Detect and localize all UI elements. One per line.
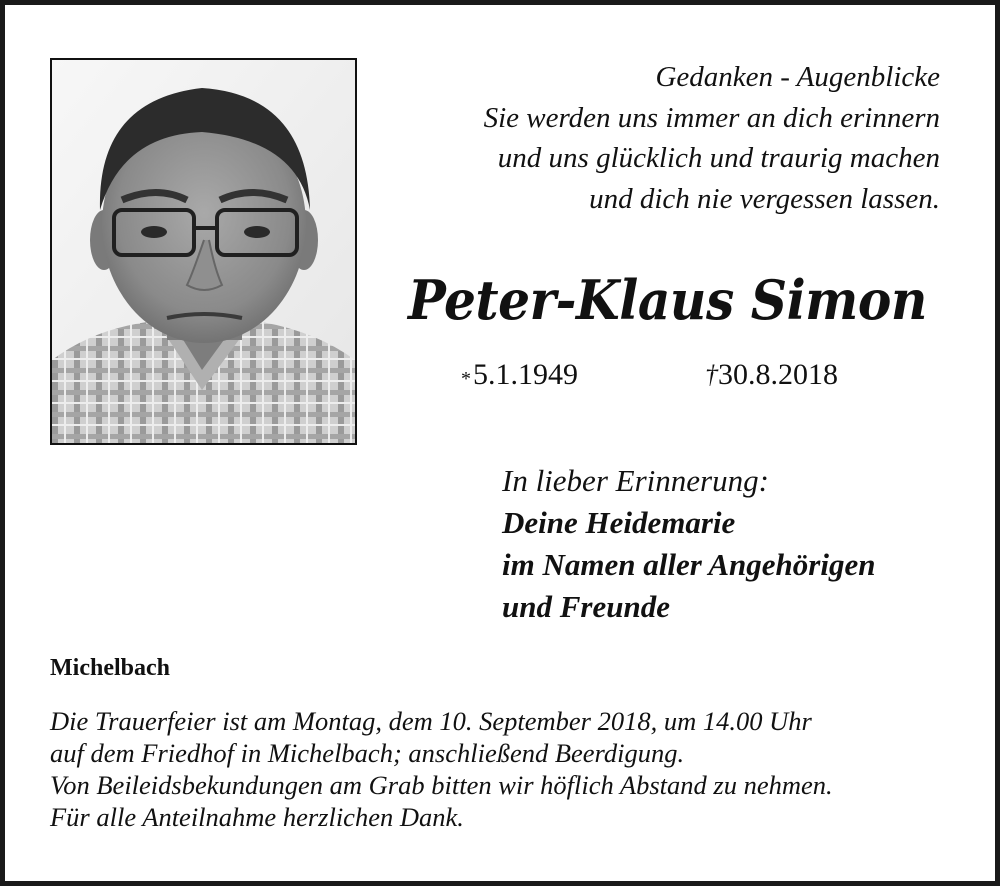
place-name: Michelbach bbox=[50, 655, 170, 681]
info-line: Für alle Anteilnahme herzlichen Dank. bbox=[50, 802, 464, 832]
info-line: Die Trauerfeier ist am Montag, dem 10. September 2018, um 14.00 Uhr bbox=[50, 706, 812, 736]
memorial-signature bbox=[502, 460, 972, 628]
death-date: 30.8.2018 bbox=[718, 358, 838, 391]
death-date-line bbox=[705, 355, 838, 395]
poem-line: und uns glücklich und traurig machen bbox=[497, 142, 940, 174]
poem-line: Sie werden uns immer an dich erinnern bbox=[483, 101, 940, 134]
birth-date: 5.1.1949 bbox=[473, 358, 578, 391]
birth-date-line bbox=[461, 355, 578, 395]
funeral-info bbox=[50, 705, 980, 833]
memorial-line: im Namen aller Angehörigen bbox=[502, 547, 876, 582]
poem-line: und dich nie vergessen lassen. bbox=[589, 182, 940, 215]
info-line: Von Beileidsbekundungen am Grab bitten wir höflich Abstand zu nehmen. bbox=[50, 770, 833, 800]
poem-line: Gedanken - Augenblicke bbox=[655, 61, 940, 93]
info-line: auf dem Friedhof in Michelbach; anschließend Beerdigung. bbox=[50, 738, 685, 768]
portrait-image bbox=[52, 60, 355, 443]
portrait-photo bbox=[50, 58, 357, 445]
memorial-line: Deine Heidemarie bbox=[502, 505, 736, 540]
deceased-name: Peter-Klaus Simon bbox=[408, 268, 927, 332]
memorial-intro: In lieber Erinnerung: bbox=[502, 463, 769, 498]
birth-symbol: * bbox=[461, 368, 471, 390]
poem-verse bbox=[380, 57, 940, 219]
death-cross-icon: † bbox=[705, 360, 718, 389]
memorial-line: und Freunde bbox=[502, 589, 670, 624]
